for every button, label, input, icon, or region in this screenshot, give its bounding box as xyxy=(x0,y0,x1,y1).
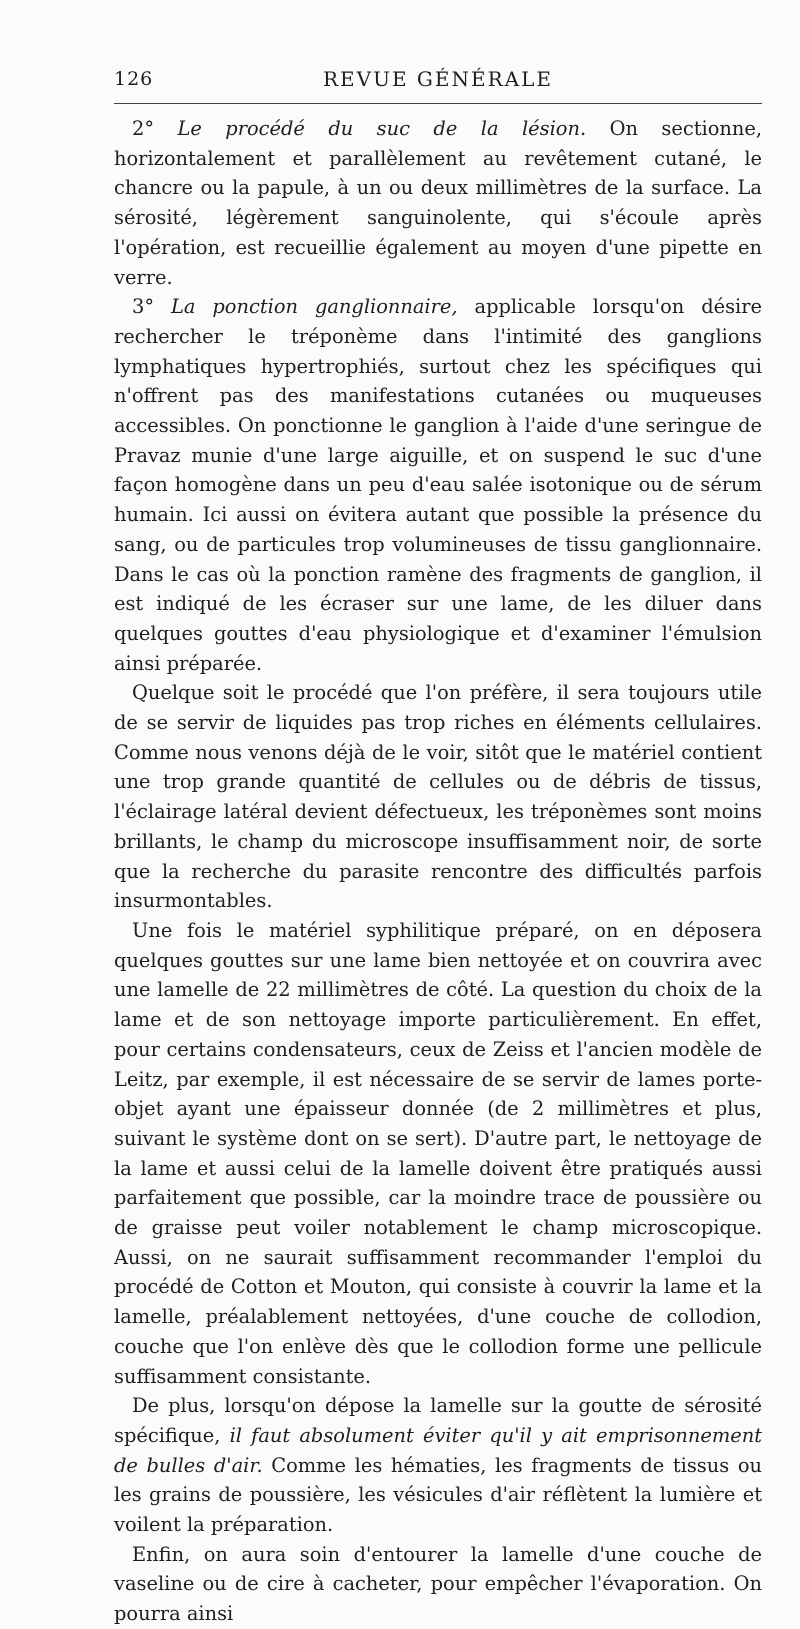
page-header xyxy=(114,62,762,92)
item-number: 2° xyxy=(132,117,178,140)
paragraph-text: On sectionne, horizontalement et parallèlement au revêtement cutané, le chancre ou la papule, à un ou deux millimètres de la surface. La sérosité, légèrement sanguinolente, qui s'écoule après l'opération, est recueillie également au moyen d'une pipette en verre. xyxy=(114,117,762,289)
paragraph-ponction-ganglionnaire xyxy=(114,292,762,678)
header-rule xyxy=(114,103,762,104)
paragraph-text: De plus, lorsqu'on dépose la lamelle sur la goutte de sérosité spécifique, xyxy=(114,1394,762,1447)
paragraph-vaseline: Enfin, on aura soin d'entourer la lamelle d'une couche de vaseline ou de cire à cacheter, pour empêcher l'évaporation. On pourra ainsi xyxy=(114,1542,762,1626)
item-number: 3° xyxy=(132,295,171,319)
paragraph-bulles-air xyxy=(114,1391,762,1540)
paragraph-lame-lamelle: Une fois le matériel syphilitique préparé, on en déposera quelques gouttes sur une lame bien nettoyée et on couvrira avec une lamelle de 22 millimètres de côté. La question du choix de la lame et de son nettoyage importe particulièrement. En effet, pour certains condensateurs, ceux de Zeiss et l'ancien modèle de Leitz, par exemple, il est nécessaire de se servir de lames porte-objet ayant une épaisseur donnée (de 2 millimètres et plus, suivant le système dont on se sert). D'autre part, le nettoyage de la lame et aussi celui de la lamelle doivent être pratiqués aussi parfaitement que possible, car la moindre trace de poussière ou de graisse peut voiler notablement le champ microscopique. Aussi, on ne saurait suffisamment recommander l'emploi du procédé de Cotton et Mouton, qui consiste à couvrir la lame et la lamelle, préalablement nettoyées, d'une couche de collodion, couche que l'on enlève dès que le collodion forme une pellicule suffisamment consistante. xyxy=(114,918,762,1388)
emphasis-text: il faut absolument éviter qu'il y ait emprisonnement de bulles d'air. xyxy=(114,1423,762,1477)
method-title: La ponction ganglionnaire, xyxy=(171,295,458,319)
body-text xyxy=(114,114,762,1629)
paragraph-liquides: Quelque soit le procédé que l'on préfère, il sera toujours utile de se servir de liquides pas trop riches en éléments cellulaires. Comme nous venons déjà de le voir, sitôt que le matériel contient une trop grande quantité de cellules ou de débris de tissus, l'éclairage latéral devient défectueux, les tréponèmes sont moins brillants, le champ du microscope insuffisamment noir, de sorte que la recherche du parasite rencontre des difficultés parfois insurmontables. xyxy=(114,681,762,913)
page-number: 126 xyxy=(114,68,154,90)
paragraph-text: applicable lorsqu'on désire rechercher le tréponème dans l'intimité des ganglions lymphatiques hypertrophiés, surtout chez les spécifiques qui n'offrent pas des manifestations cutanées ou muqueuses accessibles. On ponctionne le ganglion à l'aide d'une seringue de Pravaz munie d'une large aiguille, et on suspend le suc d'une façon homogène dans un peu d'eau salée isotonique ou de sérum humain. Ici aussi on évitera autant que possible la présence du sang, ou de particules trop volumineuses de tissu ganglionnaire. Dans le cas où la ponction ramène des fragments de ganglion, il est indiqué de les écraser sur une lame, de les diluer dans quelques gouttes d'eau physiologique et d'examiner l'émulsion ainsi préparée. xyxy=(114,295,762,675)
paragraph-text: Comme les hématies, les fragments de tissus ou les grains de poussière, les vésicules d'air réflètent la lumière et voilent la préparation. xyxy=(114,1453,762,1537)
running-head: REVUE GÉNÉRALE xyxy=(323,67,553,91)
method-title: Le procédé du suc de la lésion. xyxy=(177,117,587,140)
paragraph-suc-lesion xyxy=(114,114,762,292)
